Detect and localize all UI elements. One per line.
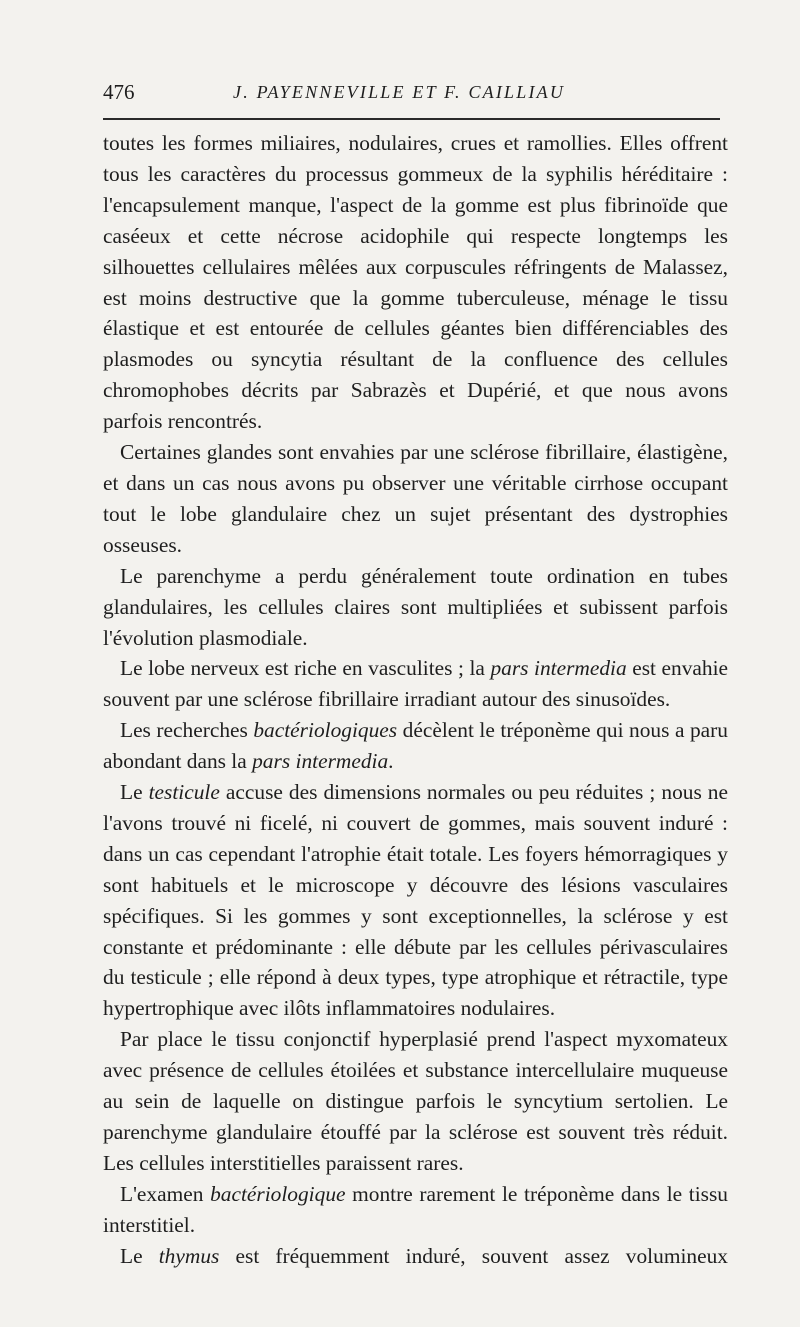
text-run: montre rarement le tréponème dans le tissu interstitiel.	[103, 1181, 729, 1237]
paragraph	[103, 437, 728, 561]
text-run: toutes les formes miliaires, nodulaires, crues et ramollies. Elles offrent tous les caractères du processus gommeux de la syphilis héréditaire : l'encapsulement manque, l'aspect de la gomme est plus fibrinoïde que caséeux et cette nécrose acidophile qui respecte longtemps les silhouettes cellulaires mêlées aux corpuscules réfringents de Malassez, est moins destructive que la gomme tuberculeuse, ménage le tissu élastique et est entourée de cellules géantes bien différenciables des plasmodes ou syncytia résultant de la confluence des cellules chromophobes décrits par Sabrazès et Dupérié, et que nous avons parfois rencontrés.	[103, 131, 728, 434]
text-run: Certaines glandes sont envahies par une sclérose fibrillaire, élastigène, et dans un cas nous avons pu observer une véritable cirrhose occupant tout le lobe glandulaire chez un sujet présentant des dystrophies osseuses.	[103, 440, 728, 557]
paragraph	[103, 1179, 728, 1241]
page-header	[103, 80, 722, 116]
paragraph	[103, 128, 728, 437]
running-title: J. PAYENNEVILLE ET F. CAILLIAU	[233, 82, 566, 102]
italic-term: bactériologiques	[253, 718, 398, 743]
text-run: est envahie souvent par une sclérose fibrillaire irradiant autour des sinusoïdes.	[103, 656, 729, 712]
text-run: décèlent le tréponème qui nous a paru abondant dans la	[103, 718, 728, 774]
paragraph	[103, 1241, 728, 1272]
header-rule	[103, 118, 720, 120]
italic-term: pars intermedia	[490, 656, 627, 681]
text-run: accuse des dimensions normales ou peu réduites ; nous ne l'avons trouvé ni ficelé, ni couvert de gommes, mais souvent induré : dans un cas cependant l'atrophie était totale. Les foyers hémorragiques y sont habituels et le microscope y découvre des lésions vasculaires spécifiques. Si les gommes y sont exceptionnelles, la sclérose y est constante et prédominante : elle débute par les cellules périvasculaires du testicule ; elle répond à deux types, type atrophique et rétractile, type hypertrophique avec ilôts inflammatoires nodulaires.	[103, 780, 728, 1021]
paragraph	[103, 561, 728, 654]
paragraph	[103, 715, 728, 777]
text-run: Le lobe nerveux est riche en vasculites ; la	[120, 656, 491, 681]
italic-term: testicule	[148, 780, 220, 805]
paragraph	[103, 653, 728, 715]
page-number: 476	[103, 80, 135, 104]
paragraph	[103, 1024, 728, 1179]
body-text	[103, 128, 728, 1272]
text-run: .	[388, 749, 394, 774]
text-run: Les recherches	[120, 718, 254, 743]
text-run: est fréquemment induré, souvent assez volumineux	[219, 1243, 728, 1268]
text-run: Le	[120, 1243, 159, 1268]
paragraph	[103, 777, 728, 1024]
italic-term: pars intermedia	[252, 749, 389, 774]
text-run: Le	[120, 780, 149, 805]
text-run: Le parenchyme a perdu généralement toute ordination en tubes glandulaires, les cellules claires sont multipliées et subissent parfois l'évolution plasmodiale.	[103, 563, 728, 650]
italic-term: thymus	[158, 1243, 220, 1268]
text-run: Par place le tissu conjonctif hyperplasié prend l'aspect myxomateux avec présence de cellules étoilées et substance intercellulaire muqueuse au sein de laquelle on distingue parfois le syncytium sertolien. Le parenchyme glandulaire étouffé par la sclérose est souvent très réduit. Les cellules interstitielles paraissent rares.	[103, 1027, 728, 1175]
italic-term: bactériologique	[210, 1181, 346, 1206]
text-run: L'examen	[120, 1181, 211, 1206]
